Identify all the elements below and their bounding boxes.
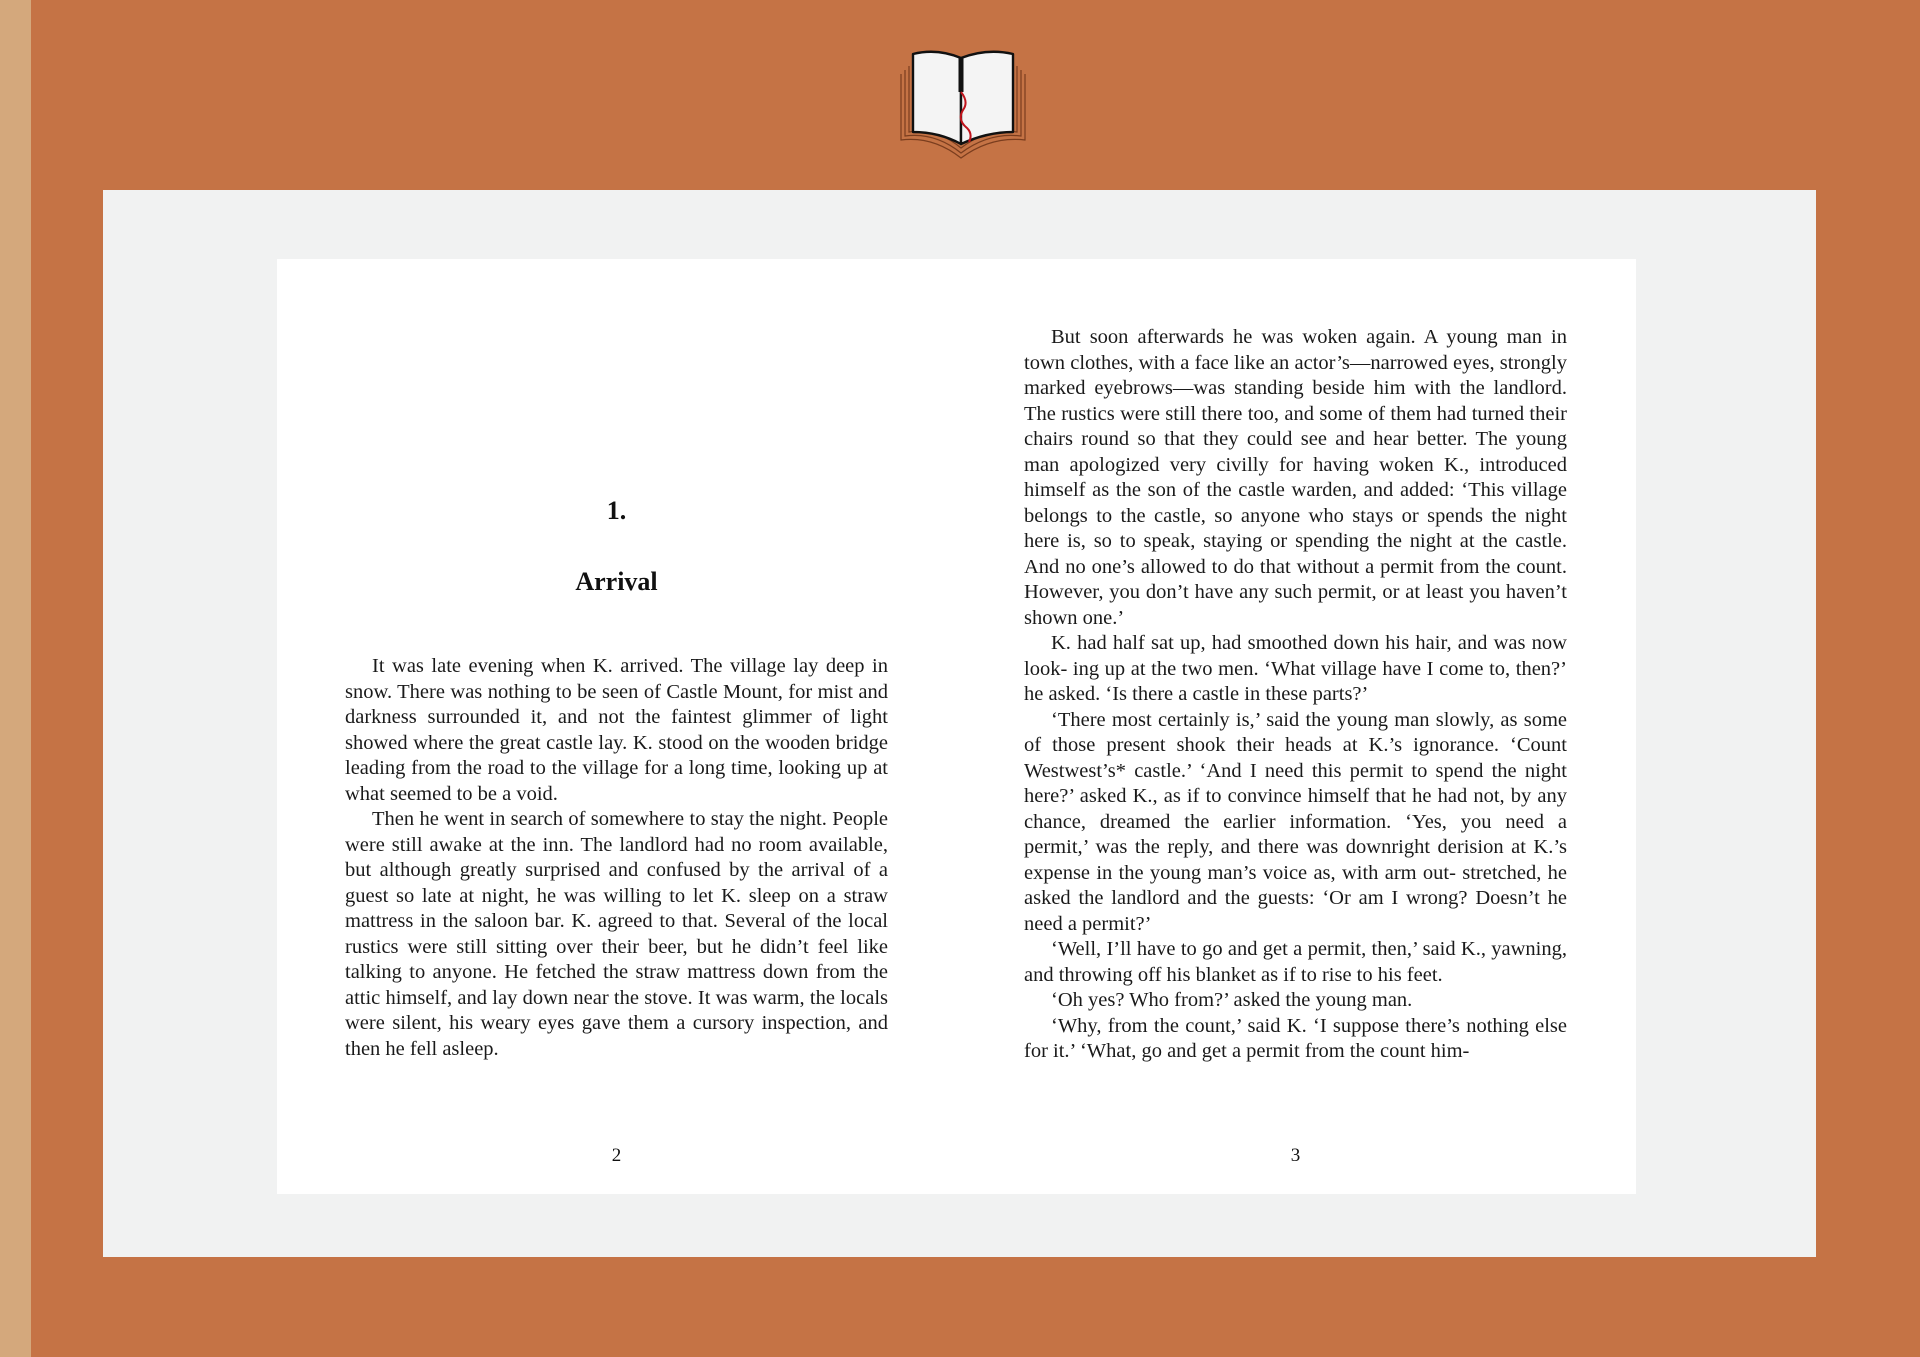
paragraph: ‘There most certainly is,’ said the young man slowly, as some of those present shook their heads at K.’s ignorance. ‘Count Westwest’s* castle.’ ‘And I need this permit to spend the night here?’ asked K., as if to convince himself that he had not, by any chance, dreamed the earlier information. ‘Yes, you need a permit,’ was the reply, and there was downright derision at K.’s expense in the young man’s voice as, with arm out- stretched, he asked the landlord and the guests: ‘Or am I wrong? Doesn’t he need a permit?’	[1024, 708, 1567, 935]
left-edge-strip	[0, 0, 31, 1357]
logo	[897, 44, 1029, 162]
right-page-body	[1024, 325, 1567, 1065]
page-number-left: 2	[611, 1145, 622, 1166]
left-page	[345, 259, 888, 1194]
paragraph: ‘Well, I’ll have to go and get a permit, then,’ said K., yawning, and throwing off his blanket as if to rise to his feet.	[1024, 938, 1567, 986]
right-page	[1024, 259, 1567, 1194]
paragraph: K. had half sat up, had smoothed down his hair, and was now look- ing up at the two men. ‘What village have I come to, then?’ he asked. ‘Is there a castle in these parts?’	[1024, 632, 1567, 705]
chapter-number: 1.	[606, 496, 627, 525]
paragraph: Then he went in search of somewhere to stay the night. People were still awake at the inn. The landlord had no room available, but although greatly surprised and confused by the arrival of a guest so late at night, he was willing to let K. sleep on a straw mattress in the saloon bar. K. agreed to that. Several of the local rustics were still sitting over their beer, but he didn’t feel like talking to anyone. He fetched the straw mattress down from the attic himself, and lay down near the stove. It was warm, the locals were silent, his weary eyes gave them a cursory inspection, and then he fell asleep.	[345, 808, 888, 1060]
left-page-body	[345, 654, 888, 1062]
page-number-right: 3	[1290, 1145, 1301, 1166]
paragraph: It was late evening when K. arrived. The village lay deep in snow. There was nothing to be seen of Castle Mount, for mist and darkness surrounded it, and not the faintest glimmer of light showed where the great castle lay. K. stood on the wooden bridge leading from the road to the village for a long time, looking up at what seemed to be a void.	[345, 655, 888, 805]
chapter-title: Arrival	[575, 567, 658, 596]
paragraph: ‘Oh yes? Who from?’ asked the young man.	[1051, 989, 1413, 1011]
open-book-icon	[897, 44, 1029, 162]
paragraph: ‘Why, from the count,’ said K. ‘I suppose there’s nothing else for it.’ ‘What, go and get a permit from the count him-	[1024, 1014, 1567, 1062]
book-spread	[277, 259, 1636, 1194]
paragraph: But soon afterwards he was woken again. A young man in town clothes, with a face like an actor’s—narrowed eyes, strongly marked eyebrows—was standing beside him with the landlord. The rustics were still there too, and some of them had turned their chairs round so that they could see and hear better. The young man apologized very civilly for having woken K., introduced himself as the son of the castle warden, and added: ‘This village belongs to the castle, so anyone who stays or spends the night here is, so to speak, staying or spending the night at the castle. And no one’s allowed to do that without a permit from the count. However, you don’t have any such permit, or at least you haven’t shown one.’	[1024, 326, 1567, 629]
